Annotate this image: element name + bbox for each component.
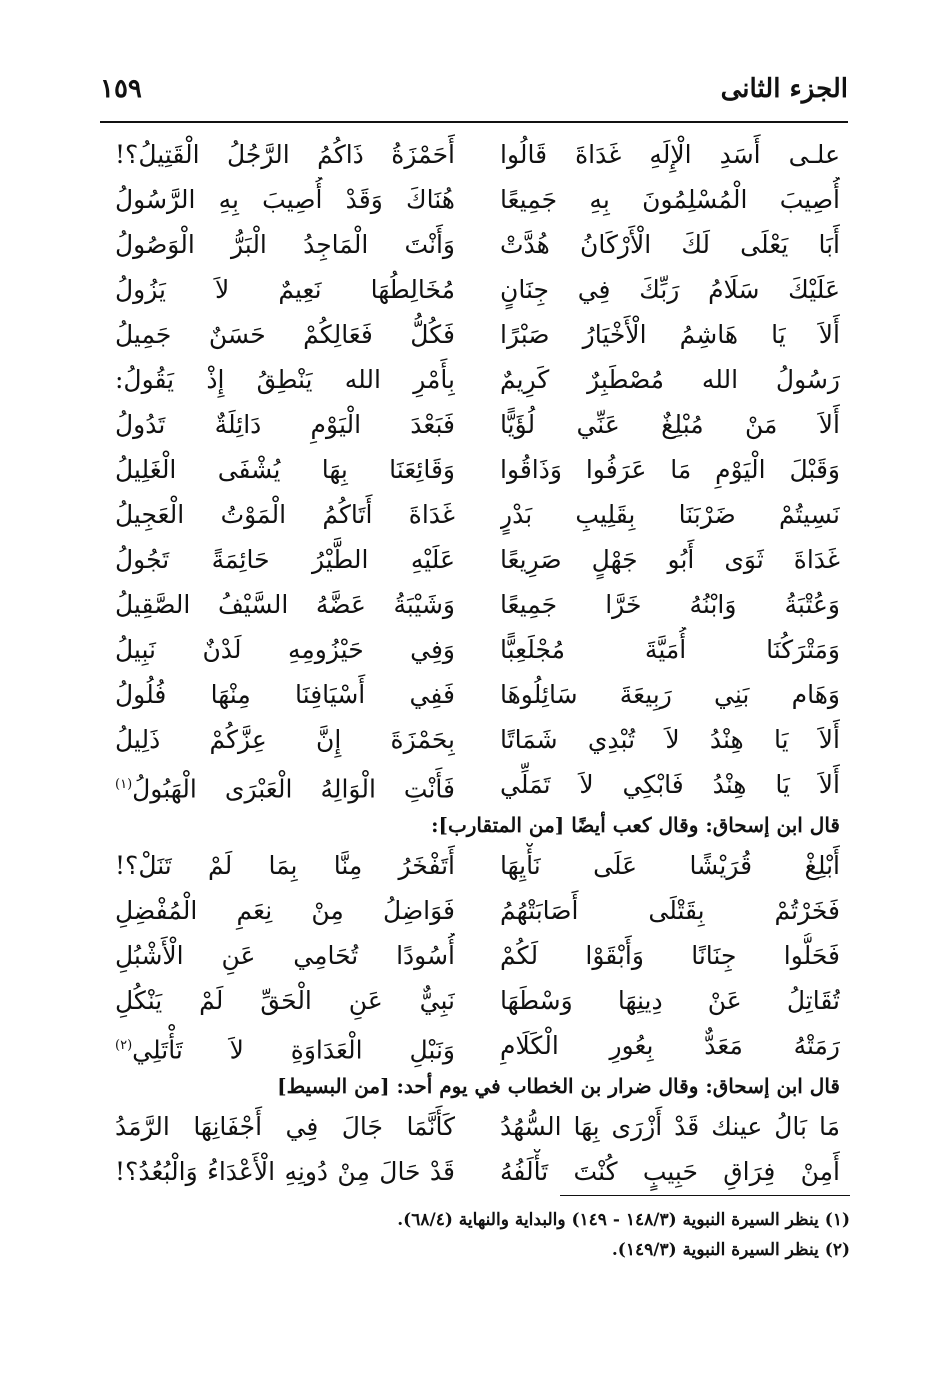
first-hemistich: أَبَا يَعْلَى لَكَ الْأَرْكَانُ هُدَّتْ xyxy=(500,230,840,259)
second-hemistich: كَأَنَّمَا جَالَ فِي أَجْفَانِهَا الرَّمَدُ xyxy=(115,1112,455,1141)
first-hemistich: أَلاَ يَا هِنْدُ فَابْكِي لاَ تَمَلِّي xyxy=(500,770,840,799)
footnote-1: (١) ينظر السيرة النبوية (١٤٨/٣ - ١٤٩) والبداية والنهاية (٦٨/٤). xyxy=(397,1210,850,1230)
second-hemistich: بِأَمْرِ الله يَنْطِقُ إِذْ يَقُولُ: xyxy=(115,365,455,394)
second-hemistich: فَوَاضِلُ مِنْ نِعَمِ الْمُفْضِلِ xyxy=(115,896,455,925)
second-hemistich: أَتَفْخَرُ مِنَّا بِمَا لَمْ تَنَلْ؟! xyxy=(115,851,455,880)
first-hemistich: وَهَام بَنِي رَبِيعَةَ سَائِلُوهَا xyxy=(500,680,840,709)
second-hemistich: فَبَعْدَ الْيَوْمِ دَائِلَةٌ تَدُولُ xyxy=(115,410,455,439)
intro-dirar-poem: قال ابن إسحاق: وقال ضرار بن الخطاب في يوم أحد: [من البسيط] xyxy=(277,1074,840,1098)
poem-kab-bin-malik xyxy=(115,132,840,807)
verse xyxy=(115,267,840,312)
second-hemistich: أُسُودًا تُحَامِي عَنِ الْأَشْبُلِ xyxy=(115,941,455,970)
verse xyxy=(115,933,840,978)
verse xyxy=(115,717,840,762)
page-number: ١٥٩ xyxy=(100,74,142,104)
second-hemistich: وَشَيْبَةُ عَضَّهُ السَّيْفُ الصَّقِيلُ xyxy=(115,590,455,619)
hemistich-text: فَأَنْتِ الْوَالِهُ الْعَبْرَى الْهَبُولُ xyxy=(132,774,455,804)
first-hemistich: رَسُولُ الله مُصْطَبِرٌ كَرِيمٌ xyxy=(500,365,840,394)
verse xyxy=(115,312,840,357)
first-hemistich: رَمَتْهُ مَعَدٌّ بِعُورِ الْكَلَامِ xyxy=(500,1031,840,1060)
first-hemistich: علـى أَسَدِ الْإِلَهِ غَدَاةَ قَالُوا xyxy=(500,140,840,169)
second-hemistich: هُنَاكَ وَقَدْ أُصِيبَ بِهِ الرَّسُولُ xyxy=(115,185,455,214)
intro-kab-poem: قال ابن إسحاق: وقال كعب أيضًا [من المتقارب]: xyxy=(431,813,840,837)
verse xyxy=(115,978,840,1023)
verse xyxy=(115,762,840,807)
footnotes xyxy=(110,1205,850,1265)
first-hemistich: أَلاَ يَا هَاشِمُ الْأَخْيَارُ صَبْرًا xyxy=(500,320,840,349)
poem-dirar-basit xyxy=(115,1104,840,1194)
verse xyxy=(115,1023,840,1068)
first-hemistich: غَدَاةَ ثَوَى أَبُو جَهْلٍ صَرِيعًا xyxy=(500,545,840,574)
first-hemistich: مَا بَالُ عينك قَدْ أَزْرَى بِهَا السُّهُدُ xyxy=(500,1112,840,1141)
second-hemistich: بِحَمْزَةَ إِنَّ عِزَّكُمْ ذَلِيلُ xyxy=(115,725,455,754)
second-hemistich xyxy=(115,1023,455,1068)
verse xyxy=(115,888,840,933)
first-hemistich: أَبْلِغْ قُرَيْشًا عَلَى نَأْيِهَا xyxy=(500,851,840,880)
first-hemistich: وَعُتْبَةُ وَابْنُهُ خَرَّا جَمِيعًا xyxy=(500,590,840,619)
verse xyxy=(115,492,840,537)
poem-kab-mutaqarib xyxy=(115,843,840,1068)
second-hemistich: فَكُلُّ فَعَالِكُمْ حَسَنٌ جَمِيلُ xyxy=(115,320,455,349)
first-hemistich: وَمَتْرَكُنَا أُمَيَّةَ مُجْلَعِبًّا xyxy=(500,635,840,664)
footnote-ref: (١) xyxy=(115,777,133,792)
verse xyxy=(115,843,840,888)
second-hemistich: وَفِي حَيْزُومِهِ لَدْنٌ نَبِيلُ xyxy=(115,635,455,664)
verse xyxy=(115,1149,840,1194)
second-hemistich: غَدَاةَ أَتَاكُمُ الْمَوْتُ الْعَجِيلُ xyxy=(115,500,455,529)
verse xyxy=(115,402,840,447)
running-title: الجزء الثانى xyxy=(720,74,848,104)
first-hemistich: فَحَلُّوا جِنَانًا وَأَبْقَوْا لَكُمْ xyxy=(500,941,840,970)
first-hemistich: فَخَرْتُمْ بِقَتْلَى أَصَابَتْهُمُ xyxy=(500,896,840,925)
verse xyxy=(115,1104,840,1149)
verse xyxy=(115,132,840,177)
first-hemistich: تُقَاتِلُ عَنْ دِينِهَا وَسْطَهَا xyxy=(500,986,840,1015)
footnote-2: (٢) ينظر السيرة النبوية (١٤٩/٣). xyxy=(611,1240,850,1260)
header-rule xyxy=(100,121,848,123)
second-hemistich xyxy=(115,762,455,807)
verse xyxy=(115,222,840,267)
verse xyxy=(115,627,840,672)
page-header xyxy=(100,70,848,118)
footnote-rule xyxy=(560,1195,850,1196)
first-hemistich: أَمِنْ فِرَاقِ حَبِيبٍ كُنْتَ تَأْلَفُهُ xyxy=(500,1157,840,1186)
verse xyxy=(115,582,840,627)
second-hemistich: نَبِيٌّ عَنِ الْحَقِّ لَمْ يَنْكُلِ xyxy=(115,986,455,1015)
second-hemistich: قَدْ حَالَ مِنْ دُونِهِ الْأَعْدَاءُ وَالْبُعُدُ؟! xyxy=(115,1157,455,1186)
first-hemistich: أَلاَ مَنْ مُبْلِغٌ عَنِّي لُؤَيًّا xyxy=(500,410,840,439)
second-hemistich: عَلَيْهِ الطَّيْرُ حَائِمَةً تَجُولُ xyxy=(115,545,455,574)
verse xyxy=(115,177,840,222)
footnote-ref: (٢) xyxy=(115,1038,133,1053)
first-hemistich: وَقَبْلَ الْيَوْمِ مَا عَرَفُوا وَذَاقُوا xyxy=(500,455,840,484)
first-hemistich: أَلاَ يَا هِنْدُ لاَ تُبْدِي شَمَاتًا xyxy=(500,725,840,754)
verse xyxy=(115,357,840,402)
first-hemistich: نَسِيتُمْ ضَرْبَنَا بِقَلِيبِ بَدْرٍ xyxy=(500,500,840,529)
verse xyxy=(115,447,840,492)
first-hemistich: عَلَيْكَ سَلَامُ رَبِّكَ فِي جِنَانٍ xyxy=(500,275,840,304)
second-hemistich: وَقَائِعَنَا بِهَا يُشْفَى الْغَلِيلُ xyxy=(115,455,455,484)
verse xyxy=(115,672,840,717)
verse xyxy=(115,537,840,582)
second-hemistich: فَفِي أَسْيَافِنَا مِنْهَا فُلُولُ xyxy=(115,680,455,709)
main-text xyxy=(115,132,840,1194)
second-hemistich: مُخَالِطُهَا نَعِيمٌ لاَ يَزُولُ xyxy=(115,275,455,304)
first-hemistich: أُصِيبَ الْمُسْلِمُونَ بِهِ جَمِيعًا xyxy=(500,185,840,214)
second-hemistich: وَأَنْتَ الْمَاجِدُ الْبَرُّ الْوَصُولُ xyxy=(115,230,455,259)
second-hemistich: أَحَمْزَةُ ذَاكُمُ الرَّجُلُ الْقَتِيلُ؟! xyxy=(115,140,455,169)
hemistich-text: وَنَبْلِ الْعَدَاوَةِ لاَ تَأْتَلِي xyxy=(132,1035,455,1065)
